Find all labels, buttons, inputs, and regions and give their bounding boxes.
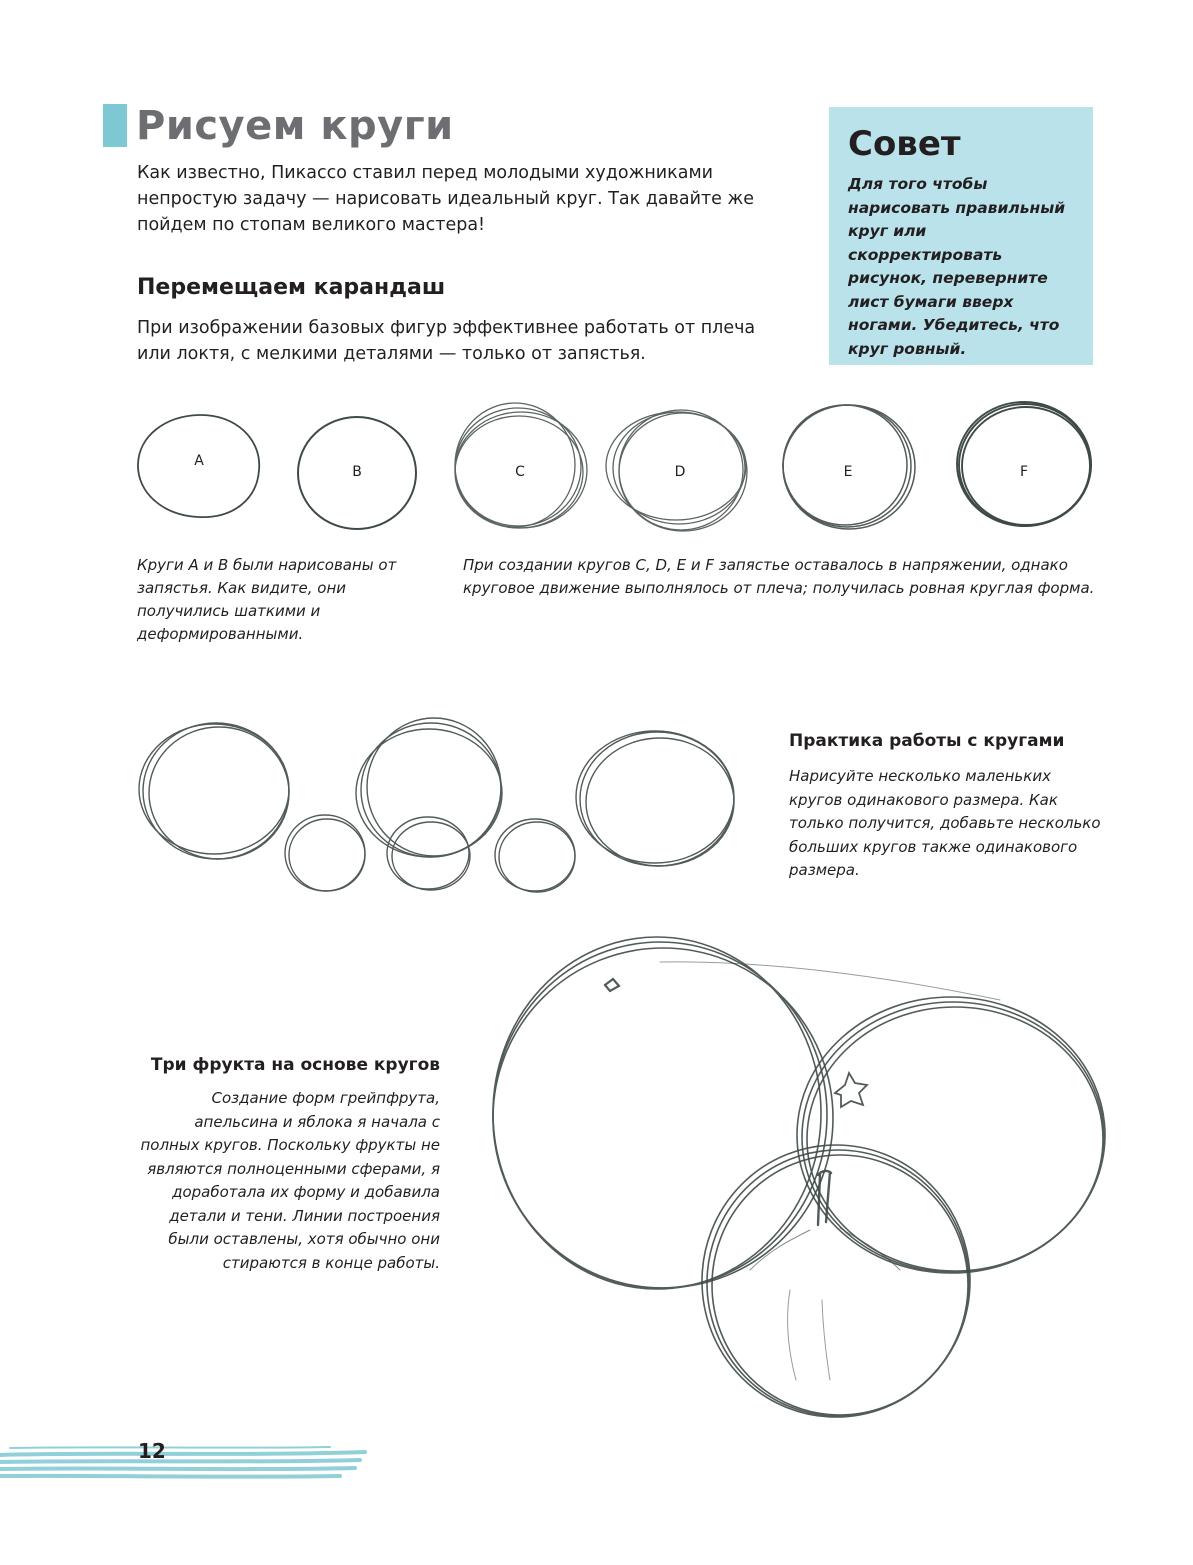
caption-circles-a-b: Круги A и B были нарисованы от запястья. Как видите, они получились шаткими и деформированными.: [137, 556, 397, 643]
circle-label-b: B: [352, 464, 362, 480]
circle-label-a: A: [194, 453, 204, 469]
section-paragraph-move-pencil: При изображении базовых фигур эффективнее работать от плеча или локтя, с мелкими деталями — только от запястья.: [137, 318, 756, 364]
tip-title: Совет: [848, 124, 961, 164]
apple-sketch: [702, 1145, 970, 1417]
page-number: 12: [138, 1439, 166, 1463]
caption-circles-c-f: При создании кругов C, D, E и F запястье оставалось в напряжении, однако круговое движение выполнялось от плеча; получилась ровная круглая форма.: [463, 556, 1095, 597]
practice-circles-sketch: [139, 718, 734, 892]
practice-text: Нарисуйте несколько маленьких кругов одинакового размера. Как только получится, добавьте несколько больших кругов также одинакового размера.: [789, 767, 1101, 879]
tip-text: Для того чтобы нарисовать правильный круг или скорректировать рисунок, переверните лист бумаги вверх ногами. Убедитесь, что круг ровный.: [848, 175, 1066, 358]
orange-sketch: [660, 962, 1105, 1273]
page-title: Рисуем круги: [136, 103, 454, 149]
fruits-heading: Три фрукта на основе кругов: [150, 1055, 440, 1075]
grapefruit-sketch: [493, 937, 833, 1289]
circle-label-c: C: [515, 464, 525, 480]
circle-label-e: E: [843, 464, 853, 480]
brush-stroke-decoration: [0, 1447, 365, 1477]
section-heading-move-pencil: Перемещаем карандаш: [137, 275, 446, 300]
fruits-text: Создание форм грейпфрута, апельсина и яблока я начала с полных кругов. Поскольку фрукты не являются полноценными сферами, я доработала их форму и добавила детали и тени. Линии построения были оставлены, хотя обычно они стираются в конце работы.: [140, 1089, 440, 1272]
circle-label-f: F: [1019, 464, 1029, 480]
circle-label-d: D: [674, 464, 686, 480]
practice-heading: Практика работы с кругами: [789, 731, 1065, 751]
intro-paragraph: Как известно, Пикассо ставил перед молодыми художниками непростую задачу — нарисовать идеальный круг. Так давайте же пойдем по стопам великого мастера!: [137, 163, 755, 235]
